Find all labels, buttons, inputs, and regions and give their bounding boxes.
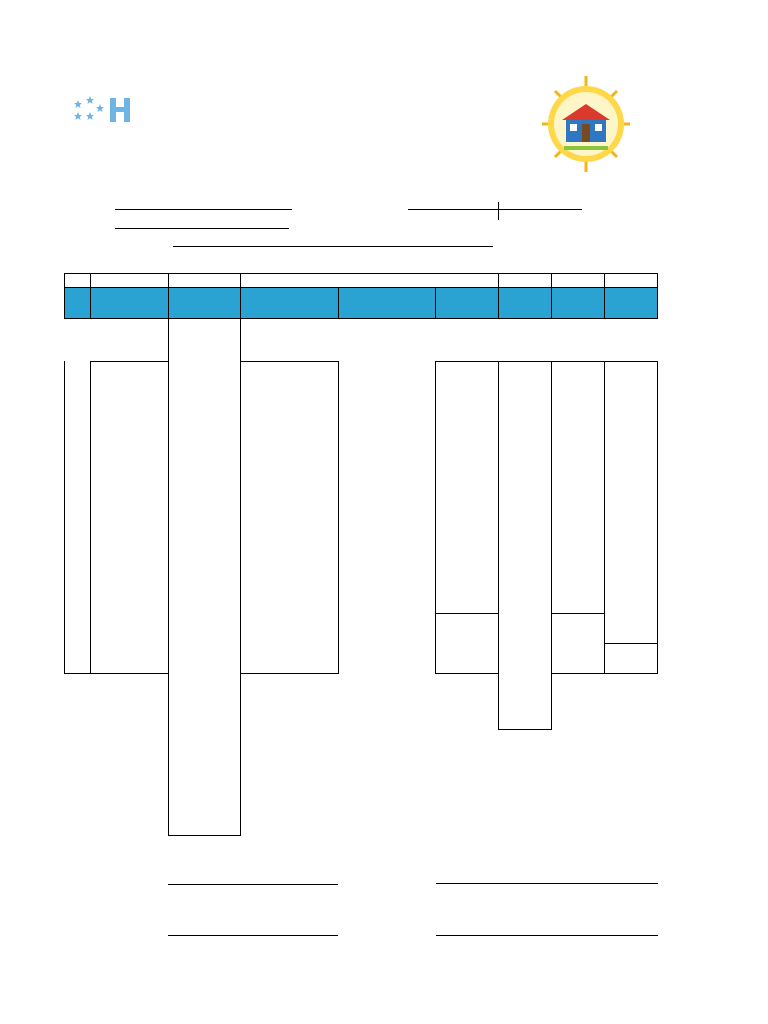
col-header-cheque	[168, 287, 241, 319]
col-header-egreso	[551, 287, 605, 319]
block1-no-cell	[64, 361, 91, 674]
departamento-value	[408, 209, 582, 210]
reviso-line	[436, 883, 658, 884]
banner-cell	[64, 273, 91, 288]
municipio-value	[115, 228, 289, 229]
info-divider	[498, 202, 499, 220]
block1-saldo2	[604, 643, 658, 674]
banner-cell	[90, 273, 169, 288]
programa-matricula-logo	[540, 74, 632, 174]
direccion-value	[115, 209, 292, 210]
col-header-ingreso	[498, 287, 552, 319]
block1-fecha	[90, 361, 169, 674]
banner-cell	[498, 273, 552, 288]
block1-objeto1-cell	[435, 361, 499, 614]
col-header-objeto	[435, 287, 499, 319]
block1-saldo1	[604, 361, 658, 644]
fecha-presentacion-value	[173, 246, 493, 247]
block1-objeto2	[435, 613, 499, 674]
block1-egreso2-cell	[551, 613, 605, 674]
col-header-beneficiario	[240, 287, 339, 319]
dni-left-line	[168, 935, 338, 936]
banner-title	[240, 273, 499, 288]
block1-beneficiario-cell	[240, 361, 339, 674]
col-header-saldo	[604, 287, 658, 319]
col-header-descripcion	[338, 287, 436, 319]
col-header-no	[64, 287, 91, 319]
honduras-stars-icon	[72, 96, 142, 126]
block1-egreso1-cell	[551, 361, 605, 614]
banner-cell	[168, 273, 241, 288]
banner-cell	[551, 273, 605, 288]
educacion-logo	[66, 92, 186, 162]
cheque-column	[168, 318, 241, 836]
sun-school-icon	[540, 74, 632, 174]
banner-saldo	[604, 273, 658, 288]
dni-right-line	[436, 935, 658, 936]
elaboro-line	[168, 884, 338, 885]
col-header-fecha	[90, 287, 169, 319]
ingreso-block-cell	[498, 361, 552, 730]
